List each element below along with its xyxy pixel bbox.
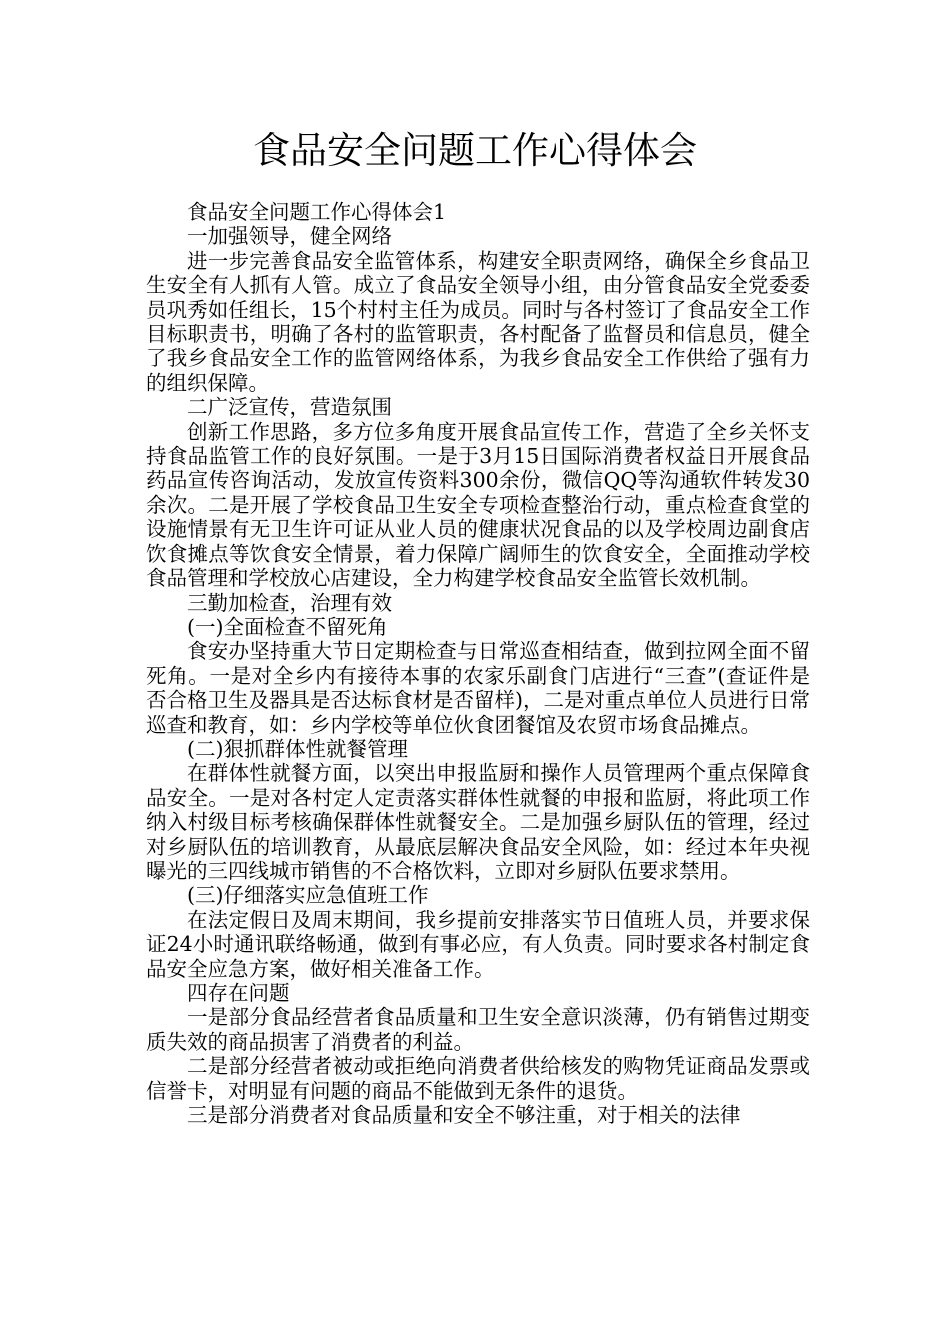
document-body	[146, 200, 810, 1127]
paragraph: 进一步完善食品安全监管体系，构建安全职责网络，确保全乡食品卫生安全有人抓有人管。成立了食品安全领导小组，由分管食品安全党委委员巩秀如任组长，15个村村主任为成员。同时与各村签订了食品安全工作目标职责书，明确了各村的监管职责，各村配备了监督员和信息员，健全了我乡食品安全工作的监管网络体系，为我乡食品安全工作供给了强有力的组织保障。	[146, 248, 810, 395]
subsection-heading: (一)全面检查不留死角	[187, 614, 388, 639]
document-title: 食品安全问题工作心得体会	[253, 129, 697, 172]
section-heading: 三勤加检查，治理有效	[187, 590, 392, 615]
paragraph: 三是部分消费者对食品质量和安全不够注重，对于相关的法律	[187, 1103, 741, 1128]
paragraph: 创新工作思路，多方位多角度开展食品宣传工作，营造了全乡关怀支持食品监管工作的良好氛围。一是于3月15日国际消费者权益日开展食品药品宣传咨询活动，发放宣传资料300余份，微信QQ等沟通软件转发30余次。二是开展了学校食品卫生安全专项检查整治行动，重点检查食堂的设施情景有无卫生许可证从业人员的健康状况食品的以及学校周边副食店饮食摊点等饮食安全情景，着力保障广阔师生的饮食安全，全面推动学校食品管理和学校放心店建设，全力构建学校食品安全监管长效机制。	[146, 419, 810, 591]
paragraph: 食安办坚持重大节日定期检查与日常巡查相结查，做到拉网全面不留死角。一是对全乡内有接待本事的农家乐副食门店进行“三查”(查证件是否合格卫生及器具是否达标食材是否留样)，二是对重点单位人员进行日常巡查和教育，如：乡内学校等单位伙食团餐馆及农贸市场食品摊点。	[146, 639, 810, 737]
subsection-heading: (三)仔细落实应急值班工作	[187, 883, 429, 908]
paragraph: 在群体性就餐方面，以突出申报监厨和操作人员管理两个重点保障食品安全。一是对各村定人定责落实群体性就餐的申报和监厨，将此项工作纳入村级目标考核确保群体性就餐安全。二是加强乡厨队伍的管理，经过对乡厨队伍的培训教育，从最底层解决食品安全风险，如：经过本年央视曝光的三四线城市销售的不合格饮料，立即对乡厨队伍要求禁用。	[146, 761, 810, 883]
subsection-heading: (二)狠抓群体性就餐管理	[187, 736, 408, 761]
paragraph: 一是部分食品经营者食品质量和卫生安全意识淡薄，仍有销售过期变质失效的商品损害了消费者的利益。	[146, 1005, 810, 1054]
paragraph-subtitle: 食品安全问题工作心得体会1	[187, 200, 447, 224]
paragraph: 二是部分经营者被动或拒绝向消费者供给核发的购物凭证商品发票或信誉卡，对明显有问题的商品不能做到无条件的退货。	[146, 1054, 810, 1103]
section-heading: 一加强领导，健全网络	[187, 224, 392, 249]
section-heading: 二广泛宣传，营造氛围	[187, 395, 392, 420]
section-heading: 四存在问题	[187, 981, 290, 1005]
paragraph: 在法定假日及周末期间，我乡提前安排落实节日值班人员，并要求保证24小时通讯联络畅通，做到有事必应，有人负责。同时要求各村制定食品安全应急方案，做好相关准备工作。	[146, 907, 810, 981]
